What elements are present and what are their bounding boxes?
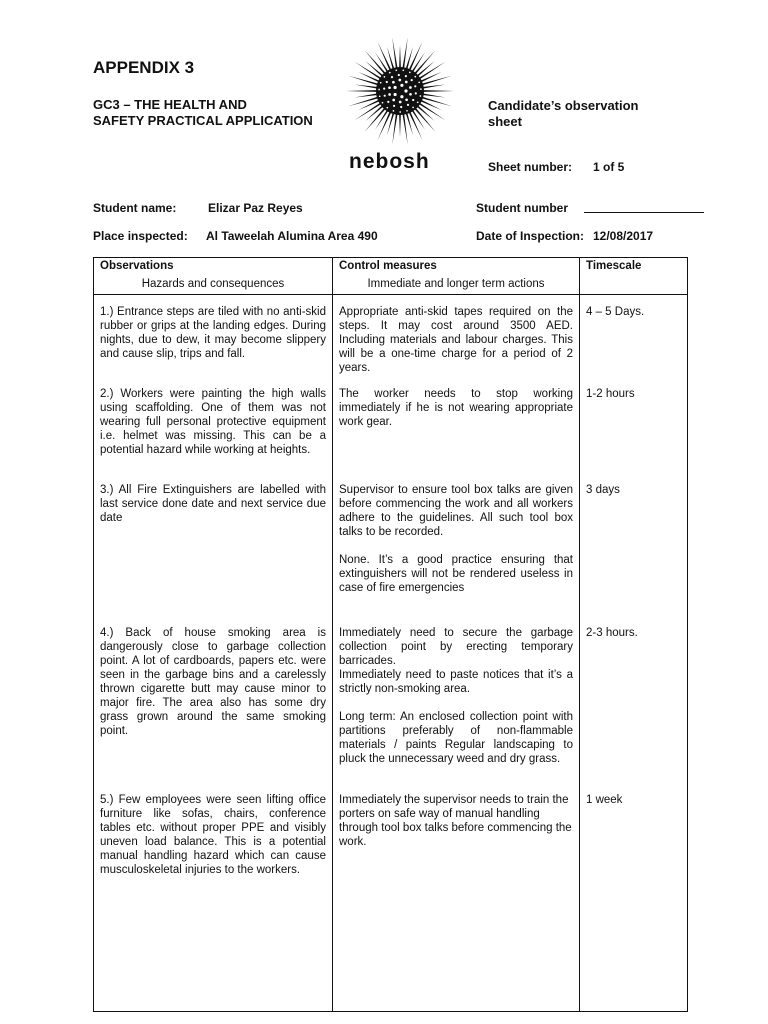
place-inspected-value: Al Taweelah Alumina Area 490 [206,229,378,243]
observation-5: 5.) Few employees were seen lifting office furniture like sofas, chairs, conference tables etc. without proper PPE and visibly uneven load balance. This is a potential manual handling hazard which can cause musculoskeletal injuries to the workers. [100,794,326,876]
control-measures-title: Control measures [339,260,437,272]
timescale-3: 3 days [586,484,620,496]
timescale-cell [580,295,688,1012]
control-measure-2: The worker needs to stop working immediately if he is not wearing appropriate work gear. [339,388,573,428]
sheet-number-value: 1 of 5 [593,160,625,174]
timescale-4: 2-3 hours. [586,627,638,639]
document-title-line2: SAFETY PRACTICAL APPLICATION [93,113,313,128]
timescale-5: 1 week [586,794,623,806]
timescale-title: Timescale [586,260,642,272]
nebosh-logo-icon [335,36,465,146]
control-measures-header [333,258,580,295]
timescale-header [580,258,688,295]
control-measure-1: Appropriate anti-skid tapes required on the steps. It may cost around 3500 AED. Including materials and labour charges. This will be a one-time charge for a period of 2 years. [339,306,573,374]
table-header-row [94,258,688,295]
control-measure-5: Immediately the supervisor needs to train the porters on safe way of manual handling through tool box talks before commencing the work. [339,794,572,848]
observation-3: 3.) All Fire Extinguishers are labelled with last service done date and next service due date [100,484,326,524]
student-name-value: Elizar Paz Reyes [208,201,303,215]
control-measures-cell [333,295,580,1012]
observation-4: 4.) Back of house smoking area is dangerously close to garbage collection point. A lot of cardboards, papers etc. were seen in the garbage bins and a carelessly thrown cigarette butt may cause minor to major fire. The area also has some dry grass grown around the same smoking point. [100,627,326,737]
observations-header [94,258,333,295]
observation-table [93,257,688,1012]
control-measure-4-long-term: Long term: An enclosed collection point with partitions preferably of non-flammable materials / paints Regular landscaping to pluck the unnecessary weed and dry grass. [339,711,573,765]
student-name-label: Student name: [93,201,177,215]
timescale-1: 4 – 5 Days. [586,306,645,318]
observations-cell [94,295,333,1012]
candidate-sheet-title-line1: Candidate’s observation [488,98,639,113]
sheet-number-label: Sheet number: [488,160,573,174]
control-measure-3: Supervisor to ensure tool box talks are given before commencing the work and all workers adhere to the guidelines. All such tool box talks to be recorded. [339,484,573,538]
inspection-date-value: 12/08/2017 [593,229,654,243]
document-title-line1: GC3 – THE HEALTH AND [93,97,247,112]
observation-2: 2.) Workers were painting the high walls using scaffolding. One of them was not wearing full personal protective equipment i.e. helmet was missing. This can be a potential hazard while working at heights. [100,388,326,456]
control-measures-subtitle: Immediate and longer term actions [367,278,545,290]
candidate-sheet-title-line2: sheet [488,114,522,129]
table-row [94,295,688,1012]
observation-1: 1.) Entrance steps are tiled with no anti-skid rubber or grips at the landing edges. During nights, due to dew, it may become slippery and cause slip, trips and fall. [100,306,326,360]
timescale-2: 1-2 hours [586,388,635,400]
place-inspected-label: Place inspected: [93,229,188,243]
control-measure-3-note: None. It’s a good practice ensuring that extinguishers will not be rendered useless in case of fire emergencies [339,554,573,594]
observations-subtitle: Hazards and consequences [141,278,285,290]
control-measure-4: Immediately need to secure the garbage collection point by erecting temporary barricades. Immediately need to paste notices that it’s a strictly non-smoking area. [339,627,573,695]
observations-title: Observations [100,260,174,272]
student-number-label: Student number [476,201,568,215]
student-number-blank-line [584,212,704,213]
appendix-title: APPENDIX 3 [93,58,195,77]
logo-text: nebosh [349,150,430,173]
inspection-date-label: Date of Inspection: [476,229,585,243]
